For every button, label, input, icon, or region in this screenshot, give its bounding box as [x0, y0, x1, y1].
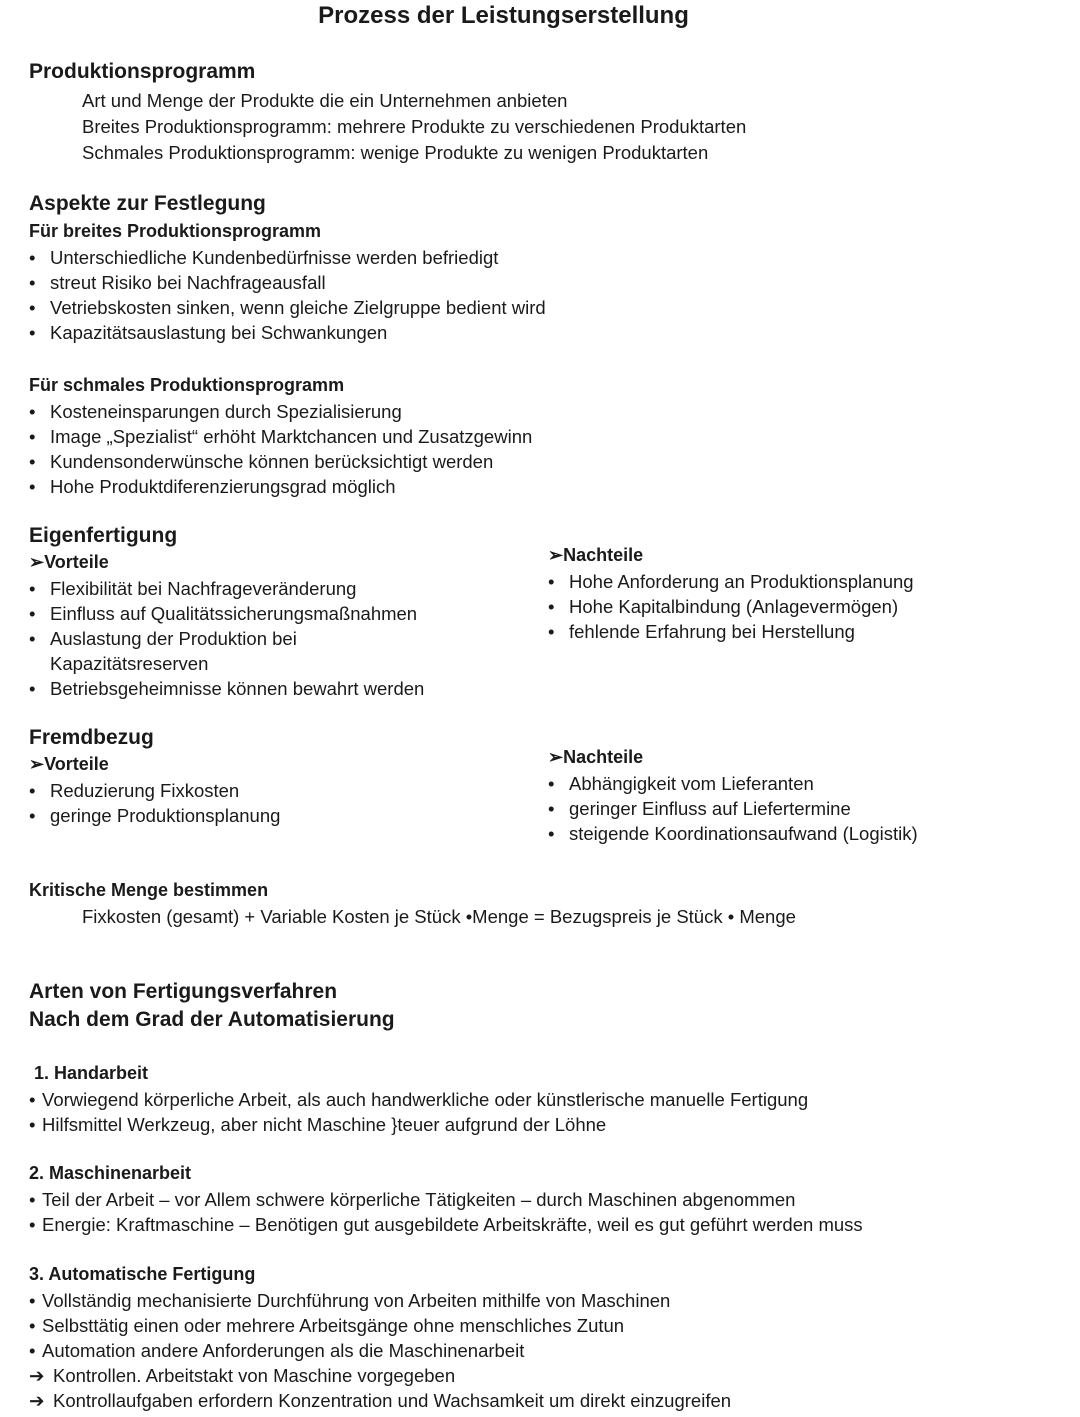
- heading-handarbeit: 1. Handarbeit: [34, 1063, 149, 1083]
- fremdbezug-vorteile-list: [29, 778, 280, 828]
- list-item: • Teil der Arbeit – vor Allem schwere körperliche Tätigkeiten – durch Maschinen abgenommen: [29, 1187, 863, 1212]
- heading-automatische-fertigung: 3. Automatische Fertigung: [29, 1264, 256, 1284]
- list-item: • geringer Einfluss auf Liefertermine: [548, 796, 918, 821]
- list-item: • Betriebsgeheimnisse können bewahrt werden: [29, 676, 499, 701]
- eigenfertigung-vorteile-list: [29, 576, 499, 701]
- heading-maschinenarbeit: 2. Maschinenarbeit: [29, 1163, 192, 1183]
- eigenfertigung-vorteile-label: ➢Vorteile: [29, 552, 109, 572]
- list-item: • geringe Produktionsplanung: [29, 803, 280, 828]
- page-title: Prozess der Leistungserstellung: [318, 2, 689, 29]
- list-item: • Einfluss auf Qualitätssicherungsmaßnahmen: [29, 601, 499, 626]
- list-automatische-folgen: [29, 1363, 731, 1413]
- fremdbezug-vorteile-label: ➢Vorteile: [29, 754, 109, 774]
- list-item: • Hilfsmittel Werkzeug, aber nicht Maschine }teuer aufgrund der Löhne: [29, 1112, 808, 1137]
- text-line: Schmales Produktionsprogramm: wenige Produkte zu wenigen Produktarten: [82, 142, 709, 163]
- formula-kritische-menge: Fixkosten (gesamt) + Variable Kosten je Stück •Menge = Bezugspreis je Stück • Menge: [82, 906, 796, 927]
- arrow-list-item: ➔ Kontrollen. Arbeitstakt von Maschine vorgegeben: [29, 1363, 731, 1388]
- list-item: • Vetriebskosten sinken, wenn gleiche Zielgruppe bedient wird: [29, 295, 546, 320]
- list-item: • steigende Koordinationsaufwand (Logistik): [548, 821, 918, 846]
- produktionsprogramm-lines: [82, 88, 746, 165]
- list-item: • Hohe Kapitalbindung (Anlagevermögen): [548, 594, 914, 619]
- list-item: • Kosteneinsparungen durch Spezialisierung: [29, 399, 532, 424]
- arrowhead-icon: ➢: [29, 552, 45, 572]
- list-item: • Kundensonderwünsche können berücksichtigt werden: [29, 449, 532, 474]
- list-handarbeit: [29, 1087, 808, 1137]
- list-item: • Abhängigkeit vom Lieferanten: [548, 771, 918, 796]
- heading-kritische-menge: Kritische Menge bestimmen: [29, 880, 269, 900]
- list-item: • Energie: Kraftmaschine – Benötigen gut ausgebildete Arbeitskräfte, weil es gut geführt werden muss: [29, 1212, 863, 1237]
- list-item: • fehlende Erfahrung bei Herstellung: [548, 619, 914, 644]
- list-item: • Hohe Produktdiferenzierungsgrad möglich: [29, 474, 532, 499]
- list-item: • streut Risiko bei Nachfrageausfall: [29, 270, 546, 295]
- list-item: • Image „Spezialist“ erhöht Marktchancen und Zusatzgewinn: [29, 424, 532, 449]
- heading-fremdbezug: Fremdbezug: [29, 726, 154, 749]
- fremdbezug-nachteile-list: [548, 771, 918, 846]
- subheading-schmales-programm: Für schmales Produktionsprogramm: [29, 375, 345, 395]
- heading-fertigungsverfahren: Arten von Fertigungsverfahren: [29, 980, 338, 1003]
- list-automatische-fertigung: [29, 1288, 670, 1363]
- eigenfertigung-nachteile-list: [548, 569, 914, 644]
- list-item: • Unterschiedliche Kundenbedürfnisse werden befriedigt: [29, 245, 546, 270]
- heading-aspekte: Aspekte zur Festlegung: [29, 192, 266, 215]
- list-item: • Automation andere Anforderungen als die Maschinenarbeit: [29, 1338, 670, 1363]
- fremdbezug-nachteile-label: ➢Nachteile: [548, 747, 644, 767]
- list-item: • Reduzierung Fixkosten: [29, 778, 280, 803]
- text-line: Art und Menge der Produkte die ein Unternehmen anbieten: [82, 90, 568, 111]
- heading-produktionsprogramm: Produktionsprogramm: [29, 60, 256, 83]
- list-item: • Selbsttätig einen oder mehrere Arbeitsgänge ohne menschliches Zutun: [29, 1313, 670, 1338]
- list-maschinenarbeit: [29, 1187, 863, 1237]
- list-item: • Flexibilität bei Nachfrageveränderung: [29, 576, 499, 601]
- heading-eigenfertigung: Eigenfertigung: [29, 524, 178, 547]
- subheading-automatisierung: Nach dem Grad der Automatisierung: [29, 1008, 395, 1031]
- list-item: • Hohe Anforderung an Produktionsplanung: [548, 569, 914, 594]
- arrow-list-item: ➔ Kontrollaufgaben erfordern Konzentration und Wachsamkeit um direkt einzugreifen: [29, 1388, 731, 1413]
- eigenfertigung-nachteile-label: ➢Nachteile: [548, 545, 644, 565]
- list-breites-programm: [29, 245, 546, 345]
- subheading-breites-programm: Für breites Produktionsprogramm: [29, 221, 322, 241]
- list-schmales-programm: [29, 399, 532, 499]
- arrowhead-icon: ➢: [548, 545, 564, 565]
- list-item: • Vollständig mechanisierte Durchführung von Arbeiten mithilfe von Maschinen: [29, 1288, 670, 1313]
- list-item: • Vorwiegend körperliche Arbeit, als auch handwerkliche oder künstlerische manuelle Fertigung: [29, 1087, 808, 1112]
- text-line: Breites Produktionsprogramm: mehrere Produkte zu verschiedenen Produktarten: [82, 116, 747, 137]
- arrowhead-icon: ➢: [548, 747, 564, 767]
- list-item: • Auslastung der Produktion bei Kapazitätsreserven: [29, 626, 340, 676]
- list-item: • Kapazitätsauslastung bei Schwankungen: [29, 320, 546, 345]
- arrowhead-icon: ➢: [29, 754, 45, 774]
